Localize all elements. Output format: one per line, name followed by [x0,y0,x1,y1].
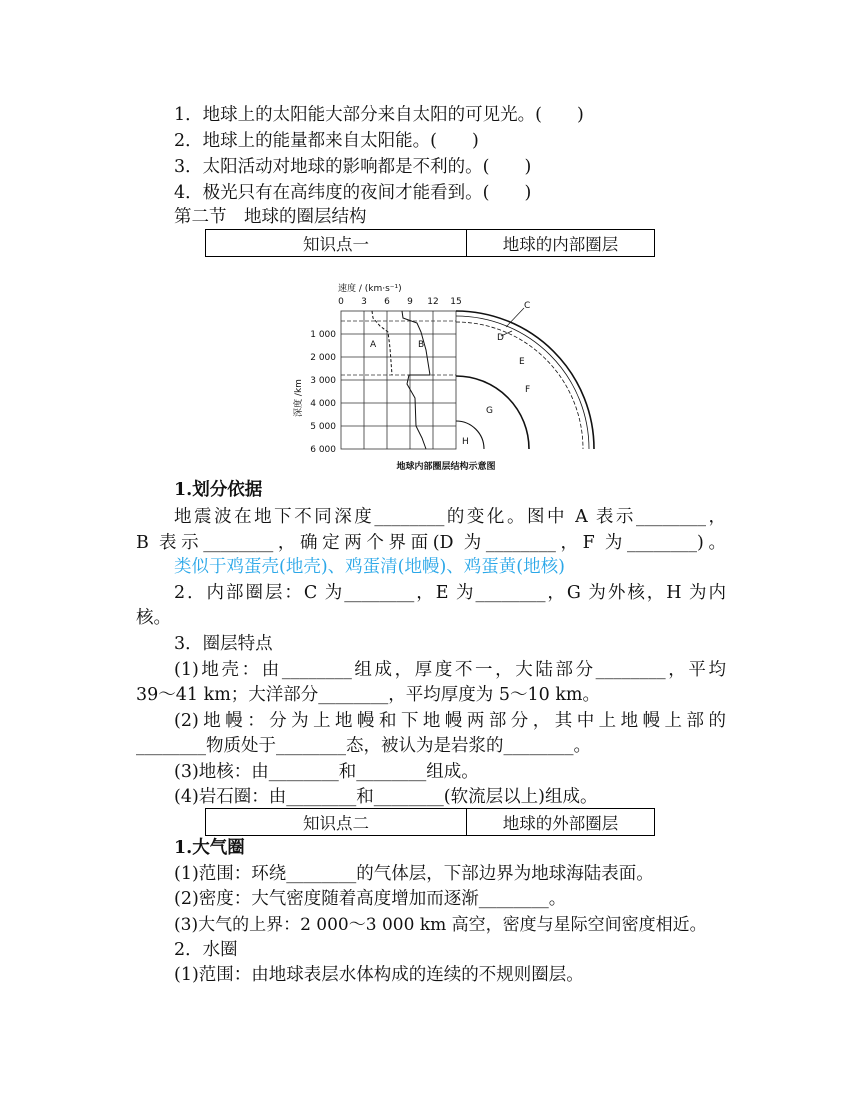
speed-tick: 15 [450,297,462,307]
body-line: (1)范围：环绕________的气体层，下部边界为地球海陆表面。 [174,864,654,884]
speed-tick: 3 [361,297,367,307]
depth-tick: 3 000 [310,376,336,386]
speed-tick: 9 [407,297,413,307]
body-line: 2．内部圈层：C 为________，E 为________，G 为外核，H 为内 [174,583,726,603]
speed-tick: 6 [384,297,390,307]
curve-label-a: A [370,340,377,350]
depth-tick: 1 000 [310,330,336,340]
layer-label-h: H [462,437,469,447]
curve-label-b: B [418,340,425,350]
depth-axis-label: 深度 /km [294,379,304,417]
statement-1: 1．地球上的太阳能大部分来自太阳的可见光。( ) [174,105,584,125]
kp1-topic: 地球的内部圈层 [502,235,619,254]
body-line: (4)岩石圈：由________和________(软流层以上)组成。 [174,787,598,807]
statement-3: 3．太阳活动对地球的影响都是不利的。( ) [174,157,532,177]
depth-tick: 5 000 [310,422,336,432]
depth-tick: 4 000 [310,399,336,409]
body-line: ________物质处于________态，被认为是岩浆的________。 [136,736,591,756]
speed-tick: 12 [427,297,439,307]
body-line: (2)地幔：分为上地幔和下地幔两部分，其中上地幔上部的 [174,711,726,731]
section-title: 第二节 地球的圈层结构 [174,207,367,227]
statement-4: 4．极光只有在高纬度的夜间才能看到。( ) [174,183,532,203]
body-line: (1)范围：由地球表层水体构成的连续的不规则圈层。 [174,965,584,985]
body-line: B 表示________，确定两个界面(D 为________，F 为________)。 [136,533,726,553]
kp1-label: 知识点一 [206,230,467,256]
body-line: 地震波在地下不同深度________的变化。图中 A 表示________， [174,507,726,527]
body-line: (2)密度：大气密度随着高度增加而逐渐________。 [174,889,567,909]
layer-label-e: E [519,357,525,367]
depth-tick: 2 000 [310,353,336,363]
kp2-topic: 地球的外部圈层 [502,814,619,833]
heading-hydrosphere: 2．水圈 [174,940,238,960]
knowledge-point-1-header [205,229,655,257]
body-line: 39～41 km；大洋部分________，平均厚度为 5～10 km。 [136,685,601,705]
hint-note: 类似于鸡蛋壳(地壳)、鸡蛋清(地幔)、鸡蛋黄(地核) [174,557,565,577]
kp2-label: 知识点二 [206,809,467,835]
layer-label-d: D [497,333,504,343]
heading-division-basis: 1.划分依据 [174,480,263,500]
heading-layer-features: 3．圈层特点 [174,634,273,654]
body-line: (3)地核：由________和________组成。 [174,762,479,782]
depth-tick: 6 000 [310,445,336,455]
figure-axis-title: 速度 / (km·s⁻¹) [338,284,402,294]
statement-2: 2．地球上的能量都来自太阳能。( ) [174,131,479,151]
body-line: (1)地壳：由________组成，厚度不一，大陆部分________，平均 [174,660,726,680]
knowledge-point-2-header [205,808,655,836]
layer-label-f: F [525,385,531,395]
figure-caption: 地球内部圈层结构示意图 [396,462,496,472]
layer-label-g: G [486,406,493,416]
body-line: (3)大气的上界：2 000～3 000 km 高空，密度与星际空间密度相近。 [174,915,707,935]
body-line: 核。 [136,608,171,628]
layer-label-c: C [524,301,531,311]
earth-structure-figure [290,278,620,478]
heading-atmosphere: 1.大气圈 [174,838,245,858]
speed-tick: 0 [338,297,344,307]
